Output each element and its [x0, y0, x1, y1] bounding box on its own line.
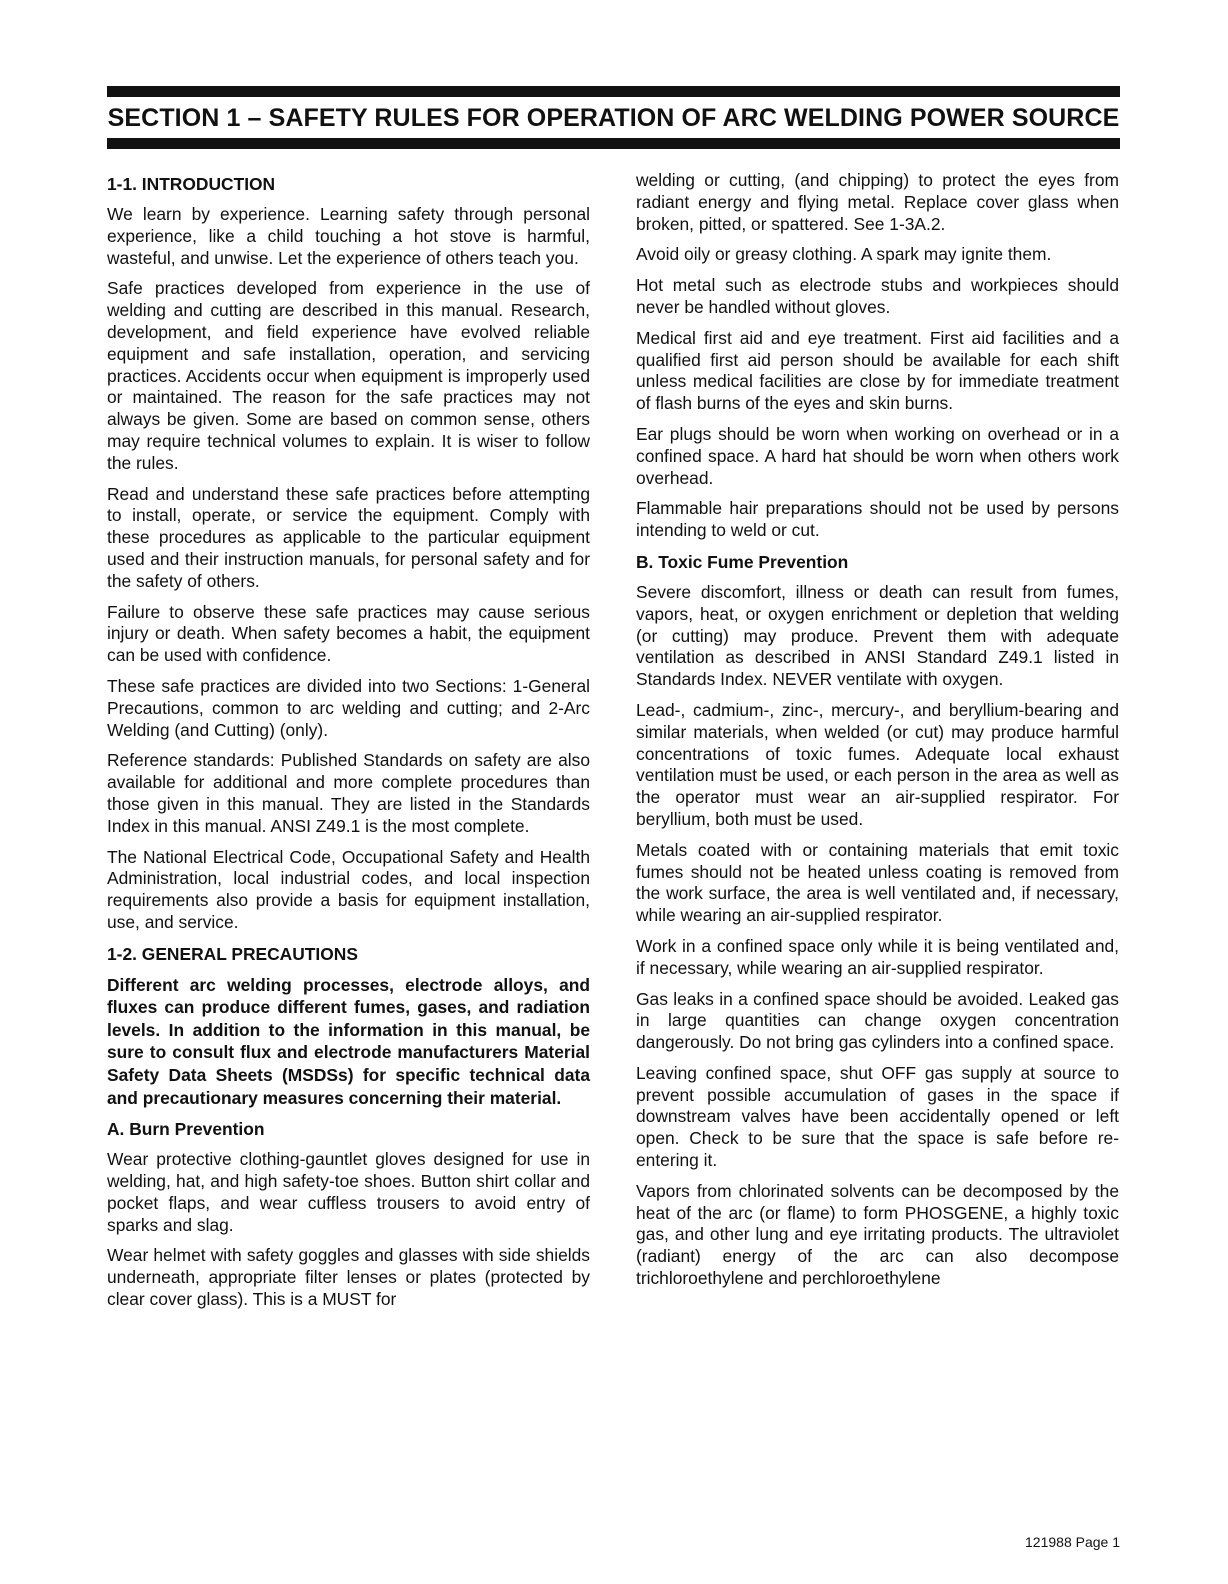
paragraph: Lead-, cadmium-, zinc-, mercury-, and beryllium-bearing and similar materials, when welded (or cut) may produce harmful concentrations of toxic fumes. Adequate local exhaust ventilation must be used, or each person in the area as well as the operator must wear an air-supplied respirator. For beryllium, both must be used. [636, 699, 1119, 829]
paragraph: The National Electrical Code, Occupational Safety and Health Administration, local industrial codes, and local inspection requirements also provide a basis for equipment installation, use, and service. [107, 846, 590, 932]
paragraph: Failure to observe these safe practices may cause serious injury or death. When safety becomes a habit, the equipment can be used with confidence. [107, 601, 590, 666]
paragraph: Medical first aid and eye treatment. First aid facilities and a qualified first aid person should be available for each shift unless medical facilities are close by for immediate treatment of flash burns of the eyes and skin burns. [636, 327, 1119, 414]
paragraph: Hot metal such as electrode stubs and workpieces should never be handled without gloves. [636, 275, 1119, 317]
paragraph: Severe discomfort, illness or death can result from fumes, vapors, heat, or oxygen enrichment or depletion that welding (or cutting) may produce. Prevent them with adequate ventilation as described in ANSI Standard Z49.1 listed in Standards Index. NEVER ventilate with oxygen. [636, 581, 1119, 690]
paragraph: Gas leaks in a confined space should be avoided. Leaked gas in large quantities can change oxygen concentration dangerously. Do not bring gas cylinders into a confined space. [636, 988, 1119, 1053]
paragraph: Flammable hair preparations should not be used by persons intending to weld or cut. [636, 498, 1119, 541]
paragraph: Work in a confined space only while it is being ventilated and, if necessary, while wearing an air-supplied respirator. [636, 935, 1119, 978]
heading-general-precautions: 1-2. GENERAL PRECAUTIONS [107, 943, 358, 964]
page-number: 121988 Page 1 [1025, 1534, 1120, 1550]
paragraph: Vapors from chlorinated solvents can be decomposed by the heat of the arc (or flame) to form PHOSGENE, a highly toxic gas, and other lung and eye irritating products. The ultraviolet (radiant) energy of the arc can also decompose trichloroethylene and perchloroethylene [636, 1180, 1119, 1289]
paragraph: Ear plugs should be worn when working on overhead or in a confined space. A hard hat should be worn when others work overhead. [636, 423, 1119, 488]
bottom-rule [107, 138, 1120, 149]
right-column [636, 170, 1119, 1299]
bold-notice: Different arc welding processes, electrode alloys, and fluxes can produce different fumes, gases, and radiation levels. In addition to the information in this manual, be sure to consult flux and electrode manufacturers Material Safety Data Sheets (MSDSs) for specific technical data and precautionary measures concerning their material. [107, 974, 590, 1108]
section-title: SECTION 1 – SAFETY RULES FOR OPERATION OF ARC WELDING POWER SOURCE [107, 104, 1120, 132]
paragraph: Safe practices developed from experience in the use of welding and cutting are described in this manual. Research, development, and field experience have evolved reliable equipment and safe installation, operation, and servicing practices. Accidents occur when equipment is improperly used or maintained. The reason for the safe practices may not always be given. Some are based on common sense, others may require technical volumes to explain. It is wiser to follow the rules. [107, 278, 590, 473]
paragraph: welding or cutting, (and chipping) to protect the eyes from radiant energy and flying metal. Replace cover glass when broken, pitted, or spattered. See 1-3A.2. [636, 170, 1119, 234]
subheading-toxic-fume-prevention: B. Toxic Fume Prevention [636, 551, 849, 572]
subheading-burn-prevention: A. Burn Prevention [107, 1119, 265, 1140]
paragraph: Read and understand these safe practices before attempting to install, operate, or service the equipment. Comply with these procedures as applicable to the particular equipment used and their instruction manuals, for personal safety and for the safety of others. [107, 483, 590, 591]
paragraph: We learn by experience. Learning safety through personal experience, like a child touching a hot stove is harmful, wasteful, and unwise. Let the experience of others teach you. [107, 204, 590, 268]
paragraph: Leaving confined space, shut OFF gas supply at source to prevent possible accumulation of gases in the space if downstream valves have been accidentally opened or left open. Check to be sure that the space is safe before re-entering it. [636, 1062, 1119, 1171]
paragraph: Wear helmet with safety goggles and glasses with side shields underneath, appropriate filter lenses or plates (protected by clear cover glass). This is a MUST for [107, 1245, 590, 1310]
left-column [107, 170, 590, 1320]
paragraph: Metals coated with or containing materials that emit toxic fumes should not be heated unless coating is removed from the work surface, the area is well ventilated and, if necessary, while wearing an air-supplied respirator. [636, 839, 1119, 926]
heading-introduction: 1-1. INTRODUCTION [107, 174, 276, 194]
top-rule [107, 86, 1120, 97]
paragraph: Avoid oily or greasy clothing. A spark may ignite them. [636, 244, 1052, 265]
paragraph: These safe practices are divided into two Sections: 1-General Precautions, common to arc welding and cutting; and 2-Arc Welding (and Cutting) (only). [107, 675, 590, 740]
paragraph: Wear protective clothing-gauntlet gloves designed for use in welding, hat, and high safety-toe shoes. Button shirt collar and pocket flaps, and wear cuffless trousers to avoid entry of sparks and slag. [107, 1149, 590, 1235]
paragraph: Reference standards: Published Standards on safety are also available for additional and more complete procedures than those given in this manual. They are listed in the Standards Index in this manual. ANSI Z49.1 is the most complete. [107, 750, 590, 836]
